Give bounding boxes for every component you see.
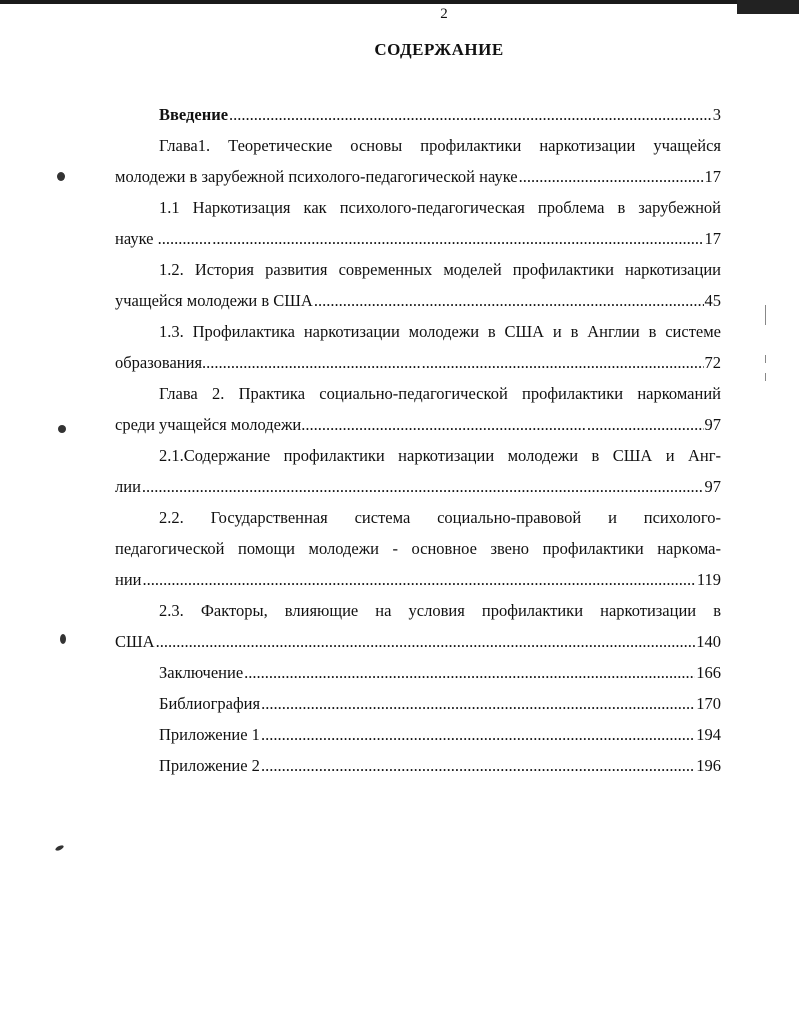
toc-entry-page: 3: [712, 105, 721, 124]
toc-entry-page: 72: [704, 353, 721, 372]
toc-entry-page: 97: [704, 415, 721, 434]
page-title: СОДЕРЖАНИЕ: [374, 40, 504, 59]
scan-speck: [60, 634, 66, 644]
toc-entry-2-3[interactable]: [115, 595, 721, 657]
toc-entry-title: 2.3. Факторы, влияющие на условия профилактики наркотизации в: [159, 601, 721, 620]
toc-entry-page: 119: [696, 570, 721, 589]
toc-entry-2-1[interactable]: [115, 440, 721, 502]
toc-entry-title: Введение: [159, 105, 229, 124]
scan-margin-mark: [765, 373, 766, 381]
toc-entry-title: Приложение 2: [159, 756, 260, 775]
toc-entry-page: 97: [704, 477, 721, 496]
toc-entry-title: 2.2. Государственная система социально-правовой и психолого-: [159, 508, 721, 527]
leader-dots: [519, 161, 704, 192]
scan-speck: [55, 844, 65, 851]
toc-entry-page: 194: [696, 725, 721, 744]
toc-entry-appendix-2[interactable]: [115, 750, 721, 781]
toc-entry-page: 196: [696, 756, 721, 775]
toc-entry-title: Заключение: [159, 663, 244, 682]
toc-entry-bibliography[interactable]: [115, 688, 721, 719]
toc-entry-page: 166: [696, 663, 721, 682]
leader-dots: [314, 285, 704, 316]
table-of-contents: [115, 99, 721, 781]
leader-dots: [156, 626, 696, 657]
toc-entry-page: 45: [704, 291, 721, 310]
leader-dots: [261, 688, 695, 719]
toc-entry-introduction[interactable]: [115, 99, 721, 130]
toc-entry-page: 17: [704, 167, 721, 186]
toc-entry-title-cont: педагогической помощи молодежи - основное звено профилактики нарκома-: [115, 539, 721, 558]
scan-speck: [56, 423, 67, 434]
toc-entry-title-cont: среди учащейся молодежи.....................................................................: [115, 415, 586, 434]
leader-dots: [261, 750, 695, 781]
toc-entry-chapter-2[interactable]: [115, 378, 721, 440]
toc-entry-page: 140: [696, 632, 721, 651]
toc-entry-2-2[interactable]: [115, 502, 721, 595]
leader-dots: [261, 719, 695, 750]
toc-entry-1-2[interactable]: [115, 254, 721, 316]
leader-dots: [142, 471, 704, 502]
toc-entry-title-cont: науке .............: [115, 229, 212, 248]
scan-margin-mark: [765, 355, 766, 363]
leader-dots: [244, 657, 695, 688]
toc-entry-title: Библиография: [159, 694, 261, 713]
toc-entry-title: Глава1. Теоретические основы профилактики наркотизации учащейся: [159, 136, 721, 155]
scan-border-top: [0, 0, 799, 4]
toc-entry-title-cont: лии: [115, 477, 141, 496]
scan-margin-mark: [765, 305, 766, 325]
scan-speck: [57, 172, 65, 181]
leader-dots: [229, 99, 712, 130]
toc-entry-page: 170: [696, 694, 721, 713]
toc-entry-title: 1.1 Наркотизация как психолого-педагогическая проблема в зарубежной: [159, 198, 721, 217]
toc-entry-title-cont: нии: [115, 570, 142, 589]
toc-entry-title: 1.2. История развития современных моделей профилактики наркотизации: [159, 260, 721, 279]
toc-entry-1-1[interactable]: [115, 192, 721, 254]
toc-entry-chapter-1[interactable]: [115, 130, 721, 192]
toc-entry-title: Глава 2. Практика социально-педагогической профилактики наркоманий: [159, 384, 721, 403]
leader-dots: [422, 347, 704, 378]
toc-entry-title: Приложение 1: [159, 725, 260, 744]
leader-dots: [143, 564, 696, 595]
toc-entry-conclusion[interactable]: [115, 657, 721, 688]
leader-dots: [212, 223, 703, 254]
toc-entry-title: 2.1.Содержание профилактики наркотизации молодежи в США и Анг-: [159, 446, 721, 465]
toc-entry-page: 17: [704, 229, 721, 248]
toc-entry-title-cont: молодежи в зарубежной психолого-педагогической науке: [115, 167, 518, 186]
toc-entry-appendix-1[interactable]: [115, 719, 721, 750]
toc-entry-title: 1.3. Профилактика наркотизации молодежи в США и в Англии в системе: [159, 322, 721, 341]
toc-entry-title-cont: учащейся молодежи в США: [115, 291, 313, 310]
toc-entry-1-3[interactable]: [115, 316, 721, 378]
leader-dots: [587, 409, 704, 440]
toc-entry-title-cont: образования.....................................................: [115, 353, 421, 372]
toc-entry-title-cont: США: [115, 632, 155, 651]
page-number: 2: [440, 6, 448, 22]
